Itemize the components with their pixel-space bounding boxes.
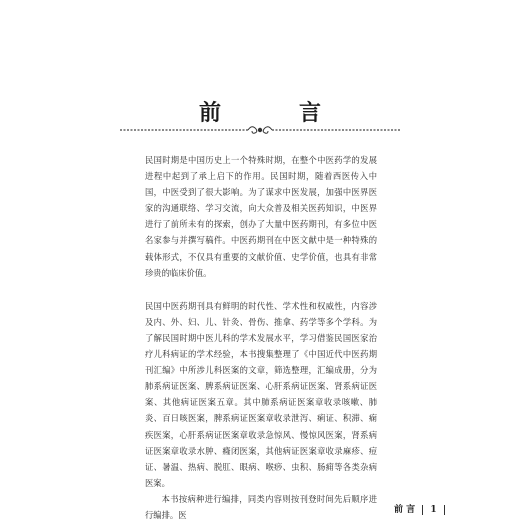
title-ornament-divider	[120, 124, 400, 136]
preface-paragraph-2: 民国中医药期刊具有鲜明的时代性、学术性和权威性，内容涉及内、外、妇、儿、针灸、骨伤、推拿、药学等多个学科。为了解民国时期中医儿科的学术发展水平，学习借鉴民国医家治疗儿科病证的学术经验，本书搜集整理了《中国近代中医药期刊汇编》中所涉儿科医案的文章，筛选整理，汇编成册，分为肺系病证医案、脾系病证医案、心肝系病证医案、肾系病证医案、其他病证医案五章。其中肺系病证医案章收录咳嗽、肺炎、百日咳医案，脾系病证医案章收录泄泻、痢证、积滞、痫疾医案，心肝系病证医案章收录急惊风、慢惊风医案，肾系病证医案章收录水肿、癃闭医案，其他病证医案章收录麻疹、痘证、暑温、热病、脱肛、眼病、喉痧、虫积、肠痈等各类杂病医案。	[145, 300, 377, 488]
footer-section-label: 前 言	[394, 505, 416, 515]
footer-separator-right	[444, 505, 445, 515]
page-footer	[394, 502, 449, 515]
page-number: 1	[430, 505, 437, 515]
paragraph-gap	[145, 281, 377, 298]
footer-separator-left	[422, 505, 423, 515]
preface-paragraph-3: 本书按病种进行编排，同类内容则按刊登时间先后顺序进行编排。医	[145, 493, 377, 520]
preface-paragraph-1: 民国时期是中国历史上一个特殊时期，在整个中医药学的发展进程中起到了承上启下的作用。民国时期，随着西医传入中国，中医受到了很大影响。为了谋求中医发展，加强中医界医家的沟通联络、学习交流，向大众普及相关医药知识，中医界进行了前所未有的探索，创办了大量中医药期刊，有多位中医名家参与并撰写稿件。中医药期刊在中医文献中是一种特殊的载体形式，不仅具有重要的文献价值、史学价值，也具有非常珍贵的临床价值。	[145, 155, 377, 278]
preface-body	[145, 152, 377, 523]
page-title: 前 言	[198, 100, 349, 126]
